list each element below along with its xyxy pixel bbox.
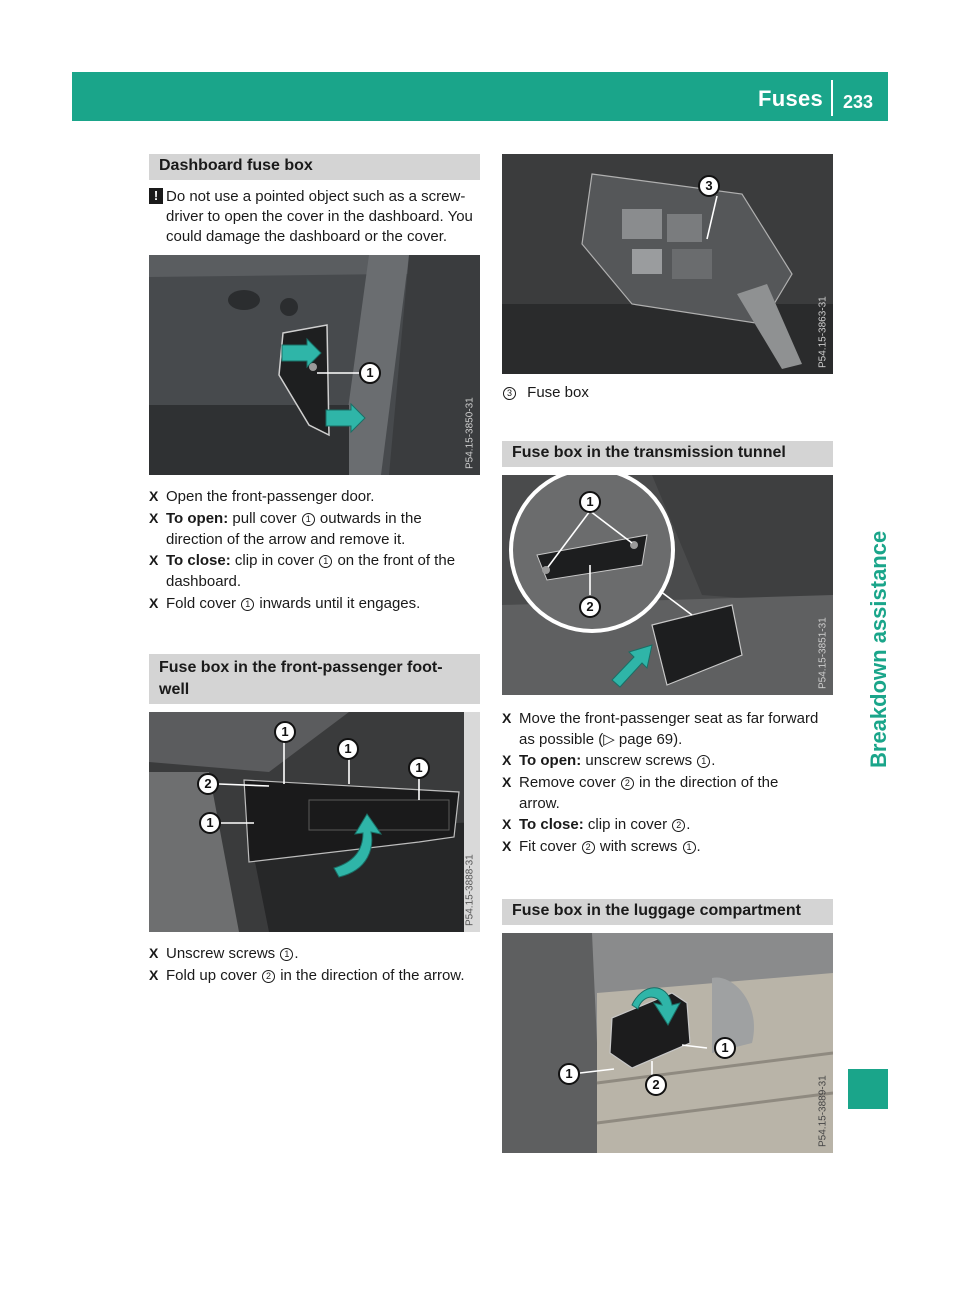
heading-line: Fuse box in the front-passenger foot- [159,659,443,676]
image-code: P54.15-3850-31 [465,397,476,469]
ref-number: 1 [302,513,315,526]
section-heading-footwell [149,654,480,704]
step-bullet: X [149,488,159,504]
dashboard-photo [149,255,480,475]
step-text: clip in cover [230,552,319,569]
step-move-seat [502,708,833,750]
callout-1: 1 [359,362,381,384]
ref-number: 1 [241,598,254,611]
step-remove-cover [502,772,802,814]
step-text: . [686,816,691,833]
image-code: P54.15-3863-31 [818,296,829,368]
step-text: outwards in the direction of the arrow and remove it. [166,510,422,548]
step-text: inwards until it engages. [255,595,421,612]
step-text: pull cover [228,510,301,527]
callout-2: 2 [645,1074,667,1096]
step-bullet: X [149,967,159,983]
step-bullet: X [502,710,512,726]
callout-1: 1 [274,721,296,743]
step-lead: To close: [166,552,231,569]
step-text: with screws [595,838,682,855]
page-number: 233 [843,92,874,112]
step-to-close [149,550,480,592]
ref-number: 3 [503,387,516,400]
ref-number: 1 [697,755,710,768]
ref-number: 1 [319,555,332,568]
callout-1: 1 [714,1037,736,1059]
fusebox-photo [502,154,833,374]
step-text: in the direction of the arrow. [276,967,465,984]
callout-1: 1 [579,491,601,513]
step-text: . [294,945,299,962]
warning-icon: ! [149,188,163,204]
step-bullet: X [502,752,512,768]
step-text: Unscrew screws [166,945,280,962]
image-code: P54.15-3888-31 [465,854,476,926]
section-heading-luggage: Fuse box in the luggage compartment [502,899,833,925]
step-text: on the front of the dashboard. [166,552,456,590]
step-unscrew [149,943,480,964]
step-bullet: X [149,595,159,611]
tunnel-photo [502,475,833,695]
step-text: Fold cover [166,595,241,612]
step-fold-cover [149,593,480,614]
step-text: Fit cover [519,838,581,855]
step-bullet: X [502,774,512,790]
callout-1: 1 [558,1063,580,1085]
callout-1: 1 [199,812,221,834]
ref-number: 1 [280,948,293,961]
header-divider [831,80,833,116]
luggage-illustration [502,933,833,1153]
callout-2: 2 [197,773,219,795]
ref-number: 2 [621,777,634,790]
step-to-open [502,750,833,771]
fusebox-caption [502,384,589,401]
step-text: . [711,752,716,769]
chapter-title: Fuses [758,86,824,111]
side-tab-label: Breakdown assistance [866,530,891,768]
step-bullet: X [502,838,512,854]
callout-3: 3 [698,175,720,197]
page-reference[interactable]: ▷ page 69). [603,731,683,748]
caption-text: Fuse box [527,384,589,401]
warning-text: Do not use a pointed object such as a screw-driver to open the cover in the dashboard. You could damage the dashboard or the cover. [166,188,473,245]
callout-1: 1 [337,738,359,760]
ref-number: 2 [582,841,595,854]
step-text: Open the front-passenger door. [166,488,375,505]
image-code: P54.15-3889-31 [818,1075,829,1147]
dashboard-illustration [149,255,480,475]
step-lead: To open: [166,510,229,527]
callout-1: 1 [408,757,430,779]
ref-number: 2 [672,819,685,832]
step-text: Fold up cover [166,967,262,984]
luggage-photo [502,933,833,1153]
step-text: . [696,838,701,855]
step-to-open [149,508,480,550]
side-tab-marker [848,1069,888,1109]
step-text: in the direction of the arrow. [519,774,779,812]
step-bullet: X [149,510,159,526]
step-bullet: X [502,816,512,832]
step-text: clip in cover [583,816,672,833]
step-open-door [149,486,480,507]
step-to-close [502,814,833,835]
step-text: Remove cover [519,774,620,791]
tunnel-illustration [502,475,833,695]
section-heading-tunnel: Fuse box in the transmission tunnel [502,441,833,467]
heading-line: well [159,681,190,698]
footwell-photo [149,712,480,932]
step-text: Move the front-passenger seat as far forward as possible ( [519,710,819,748]
step-lead: To open: [519,752,582,769]
fusebox-illustration [502,154,833,374]
ref-number: 1 [683,841,696,854]
image-code: P54.15-3851-31 [818,617,829,689]
ref-number: 2 [262,970,275,983]
step-lead: To close: [519,816,584,833]
step-text: unscrew screws [581,752,697,769]
callout-2: 2 [579,596,601,618]
step-bullet: X [149,945,159,961]
step-bullet: X [149,552,159,568]
step-fold-up [149,965,480,986]
section-heading-dashboard: Dashboard fuse box [149,154,480,180]
step-fit-cover [502,836,833,857]
